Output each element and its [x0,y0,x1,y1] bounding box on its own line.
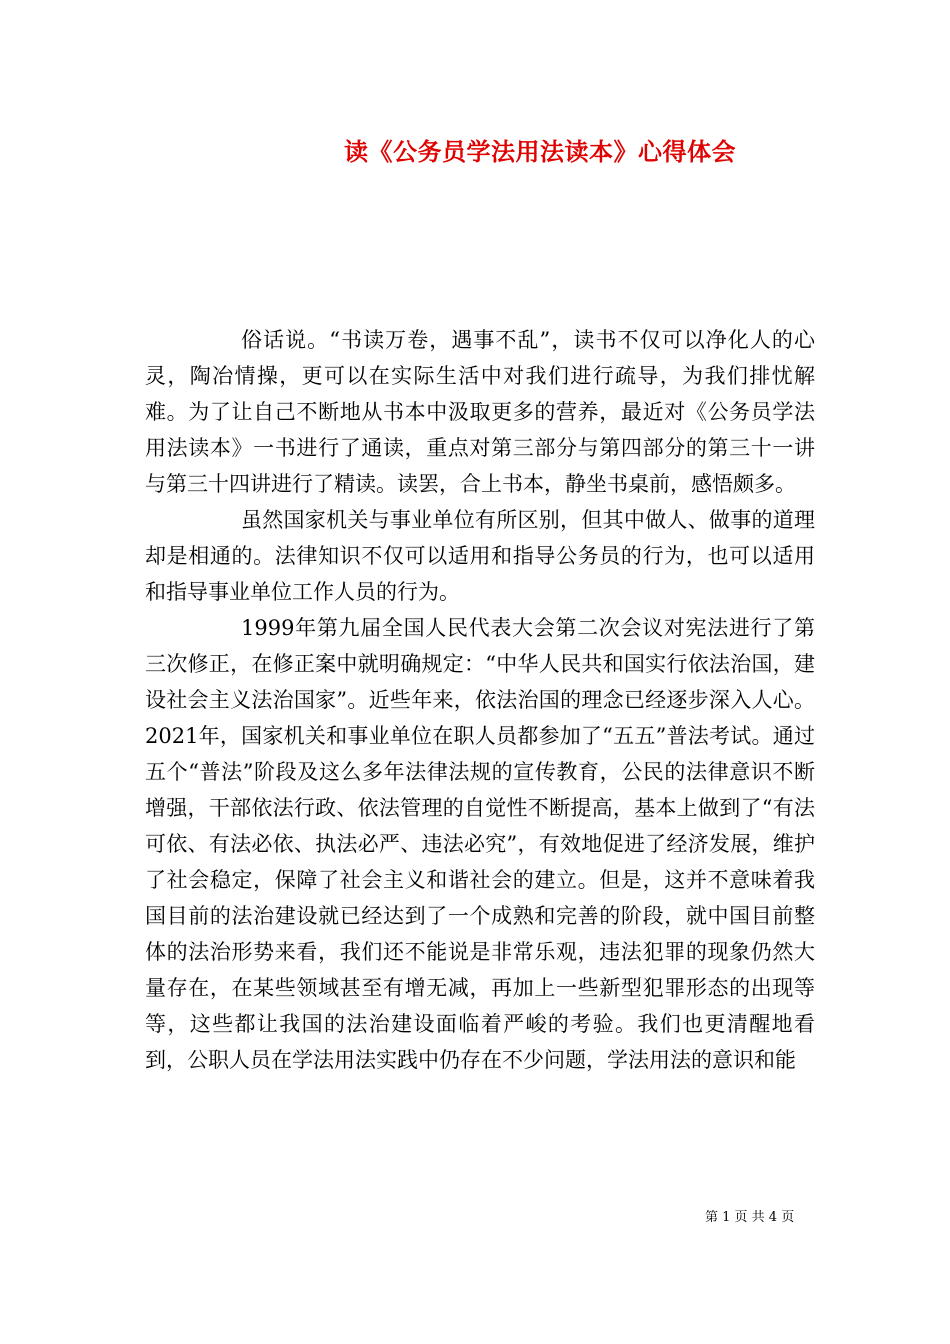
paragraph-2: 虽然国家机关与事业单位有所区别，但其中做人、做事的道理却是相通的。法律知识不仅可以适用和指导公务员的行为，也可以适用和指导事业单位工作人员的行为。 [145,508,815,604]
document-title: 读《公务员学法用法读本》心得体会 [344,137,736,166]
paragraph-1: 俗话说。“书读万卷，遇事不乱”，读书不仅可以净化人的心灵，陶冶情操，更可以在实际生活中对我们进行疏导，为我们排忧解难。为了让自己不断地从书本中汲取更多的营养，最近对《公务员学法用法读本》一书进行了通读，重点对第三部分与第四部分的第三十一讲与第三十四讲进行了精读。读罢，合上书本，静坐书桌前，感悟颇多。 [145,328,815,496]
paragraph-3: 1999年第九届全国人民代表大会第二次会议对宪法进行了第三次修正，在修正案中就明确规定：“中华人民共和国实行依法治国，建设社会主义法治国家”。近些年来，依法治国的理念已经逐步深入人心。2021年，国家机关和事业单位在职人员都参加了“五五”普法考试。通过五个“普法”阶段及这么多年法律法规的宣传教育，公民的法律意识不断增强，干部依法行政、依法管理的自觉性不断提高，基本上做到了“有法可依、有法必依、执法必严、违法必究”，有效地促进了经济发展，维护了社会稳定，保障了社会主义和谐社会的建立。但是，这并不意味着我国目前的法治建设就已经达到了一个成熟和完善的阶段，就中国目前整体的法治形势来看，我们还不能说是非常乐观，违法犯罪的现象仍然大量存在，在某些领域甚至有增无减，再加上一些新型犯罪形态的出现等等，这些都让我国的法治建设面临着严峻的考验。我们也更清醒地看到，公职人员在学法用法实践中仍存在不少问题，学法用法的意识和能 [145,616,815,1072]
document-body [145,322,815,1078]
page-number-footer: 第 1 页 共 4 页 [705,1210,795,1225]
